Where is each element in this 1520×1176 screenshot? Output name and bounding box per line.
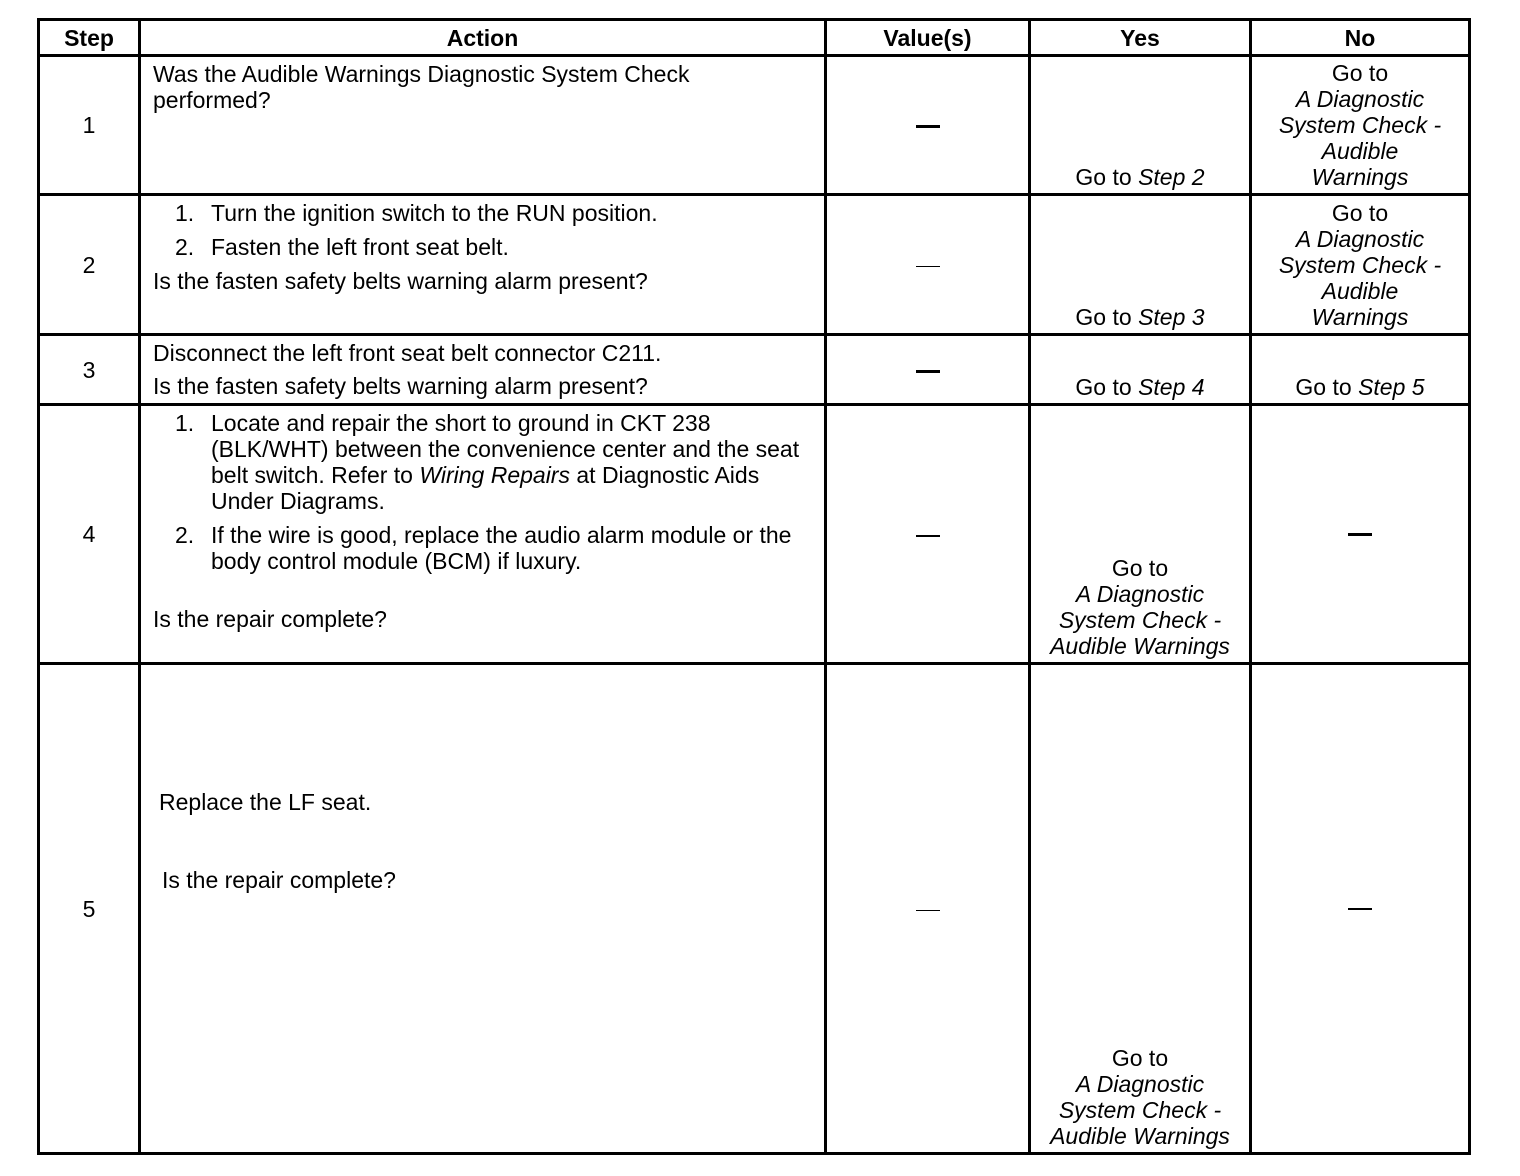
no-cell xyxy=(1251,335,1470,405)
step-number: 1 xyxy=(39,56,140,195)
no-cell xyxy=(1251,195,1470,335)
no-line: Go to xyxy=(1331,200,1389,226)
table-row xyxy=(39,664,1470,1154)
yes-link[interactable]: Step 2 xyxy=(1138,164,1205,190)
action-step-item: 1. Turn the ignition switch to the RUN position. xyxy=(175,200,658,226)
action-steps xyxy=(153,200,814,260)
yes-line: Go to xyxy=(1111,555,1169,581)
no-link[interactable]: System Check - xyxy=(1278,252,1442,278)
dash-icon xyxy=(1348,533,1372,536)
header-row xyxy=(39,20,1470,56)
action-text: Was the Audible Warnings Diagnostic System Check performed? xyxy=(153,61,690,113)
no-link[interactable]: A Diagnostic xyxy=(1295,86,1425,112)
yes-link[interactable]: System Check - xyxy=(1058,1097,1222,1123)
yes-link[interactable]: A Diagnostic xyxy=(1075,581,1205,607)
yes-cell xyxy=(1030,335,1251,405)
step-number: 3 xyxy=(39,335,140,405)
no-link[interactable]: Warnings xyxy=(1311,304,1409,330)
wiring-repairs-link[interactable]: Wiring Repairs xyxy=(419,462,570,488)
yes-prefix: Go to xyxy=(1075,304,1139,330)
header-values: Value(s) xyxy=(826,20,1030,56)
header-step: Step xyxy=(39,20,140,56)
no-link[interactable]: Warnings xyxy=(1311,164,1409,190)
no-prefix: Go to xyxy=(1295,374,1359,400)
header-action: Action xyxy=(140,20,826,56)
yes-cell xyxy=(1030,664,1251,1154)
action-steps xyxy=(153,410,814,574)
table-row xyxy=(39,405,1470,664)
action-cell xyxy=(140,56,826,195)
no-cell xyxy=(1251,56,1470,195)
action-step-item: 2. If the wire is good, replace the audio alarm module or the body control module (BCM) if luxury. xyxy=(175,522,792,574)
no-link[interactable]: Audible xyxy=(1321,138,1399,164)
yes-link[interactable]: A Diagnostic xyxy=(1075,1071,1205,1097)
value-cell xyxy=(826,195,1030,335)
action-question: Is the fasten safety belts warning alarm present? xyxy=(153,268,648,294)
action-question: Is the fasten safety belts warning alarm present? xyxy=(153,373,648,399)
table-row xyxy=(39,56,1470,195)
action-cell xyxy=(140,405,826,664)
yes-link[interactable]: Step 3 xyxy=(1138,304,1205,330)
yes-cell xyxy=(1030,56,1251,195)
yes-link[interactable]: Audible Warnings xyxy=(1050,1123,1230,1149)
yes-prefix: Go to xyxy=(1075,164,1139,190)
value-cell xyxy=(826,405,1030,664)
action-cell xyxy=(140,335,826,405)
diagnostic-table xyxy=(37,18,1471,1155)
no-cell xyxy=(1251,664,1470,1154)
dash-icon xyxy=(916,535,940,537)
value-cell xyxy=(826,56,1030,195)
yes-link[interactable]: Step 4 xyxy=(1138,374,1205,400)
no-link[interactable]: A Diagnostic xyxy=(1295,226,1425,252)
value-cell xyxy=(826,335,1030,405)
no-link[interactable]: Audible xyxy=(1321,278,1399,304)
table-row xyxy=(39,335,1470,405)
dash-icon xyxy=(916,910,940,912)
action-step-item: 2. Fasten the left front seat belt. xyxy=(175,234,509,260)
action-text: Replace the LF seat. xyxy=(159,789,372,815)
step-number: 5 xyxy=(39,664,140,1154)
action-text: Disconnect the left front seat belt connector C211. xyxy=(153,340,662,366)
yes-prefix: Go to xyxy=(1075,374,1139,400)
step-number: 4 xyxy=(39,405,140,664)
yes-link[interactable]: System Check - xyxy=(1058,607,1222,633)
action-cell xyxy=(140,664,826,1154)
action-question: Is the repair complete? xyxy=(153,606,387,632)
dash-icon xyxy=(916,370,940,373)
no-link[interactable]: Step 5 xyxy=(1358,374,1425,400)
no-line: Go to xyxy=(1331,60,1389,86)
value-cell xyxy=(826,664,1030,1154)
action-question: Is the repair complete? xyxy=(162,867,396,893)
yes-cell xyxy=(1030,195,1251,335)
table-row xyxy=(39,195,1470,335)
dash-icon xyxy=(916,125,940,128)
header-no: No xyxy=(1251,20,1470,56)
header-yes: Yes xyxy=(1030,20,1251,56)
yes-link[interactable]: Audible Warnings xyxy=(1050,633,1230,659)
action-cell xyxy=(140,195,826,335)
step-number: 2 xyxy=(39,195,140,335)
no-cell xyxy=(1251,405,1470,664)
dash-icon xyxy=(1348,908,1372,910)
no-link[interactable]: System Check - xyxy=(1278,112,1442,138)
yes-line: Go to xyxy=(1111,1045,1169,1071)
dash-icon xyxy=(916,266,940,268)
yes-cell xyxy=(1030,405,1251,664)
action-step-item: 1. Locate and repair the short to ground in CKT 238 (BLK/WHT) between the convenience center and the seat belt switch. Refer to Wiring Repairs at Diagnostic Aids Under Diagrams. xyxy=(175,410,800,514)
